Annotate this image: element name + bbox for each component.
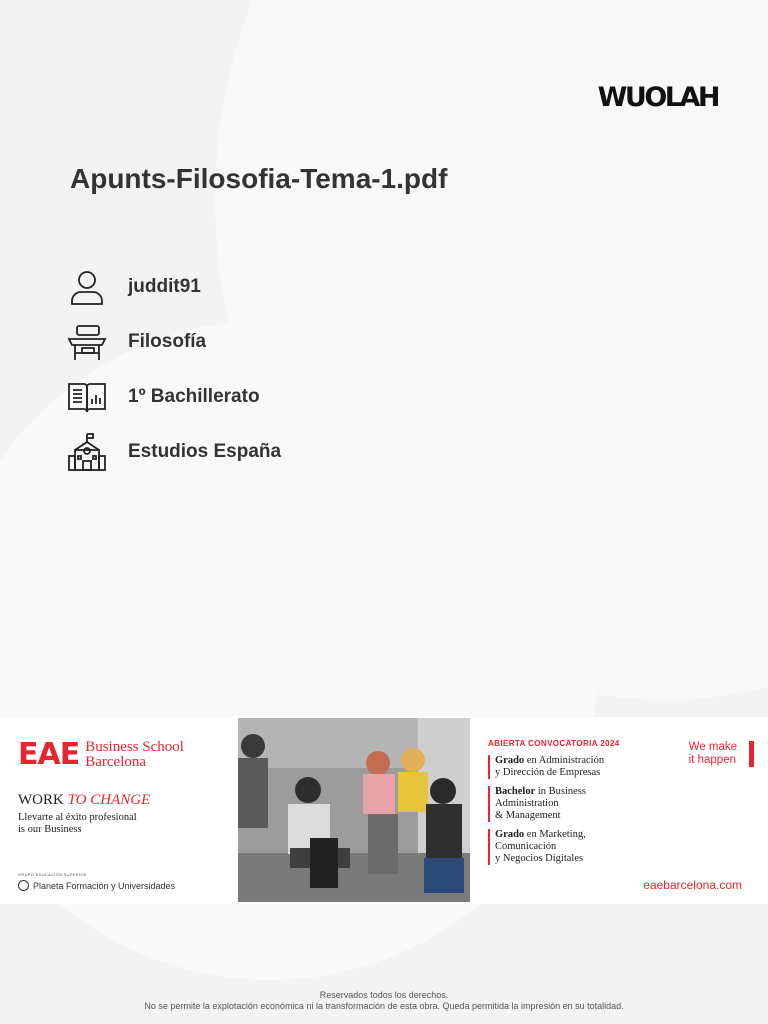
convocatoria-label: ABIERTA CONVOCATORIA 2024	[488, 739, 620, 748]
group-brand	[18, 880, 228, 891]
subject-name[interactable]: Filosofía	[128, 331, 207, 352]
work-suffix: TO CHANGE	[67, 792, 151, 808]
meta-author	[66, 267, 281, 307]
book-icon	[66, 376, 108, 418]
school-building-icon	[66, 431, 108, 473]
wuolah-logo[interactable]: WUOLAH	[597, 82, 718, 113]
school-name-line1: Business School	[85, 738, 184, 755]
group-name: Planeta Formación y Universidades	[33, 880, 176, 891]
program-name: Administration	[495, 798, 559, 809]
course-name[interactable]: 1º Bachillerato	[128, 386, 260, 407]
advertisement-banner[interactable]	[0, 717, 768, 904]
globe-icon	[18, 880, 29, 891]
program-name: & Management	[495, 810, 561, 821]
students-photo	[238, 718, 470, 902]
document-title: Apunts-Filosofia-Tema-1.pdf	[70, 163, 448, 194]
program-name: Comunicación	[495, 841, 557, 852]
meta-course	[66, 377, 281, 417]
copyright-footer	[0, 990, 768, 1012]
studies-name[interactable]: Estudios España	[128, 441, 282, 462]
program-item[interactable]	[488, 829, 650, 865]
program-name: en Administración	[524, 755, 605, 766]
program-name: y Dirección de Empresas	[495, 767, 601, 778]
meta-studies	[66, 432, 281, 472]
program-degree: Grado	[495, 829, 525, 840]
author-name[interactable]: juddit91	[128, 276, 201, 297]
user-icon	[66, 266, 108, 308]
program-item[interactable]	[488, 786, 650, 822]
footer-line1: Reservados todos los derechos.	[319, 990, 449, 1000]
program-degree: Bachelor	[495, 786, 536, 797]
eae-logo: EAE	[18, 737, 80, 772]
tagline	[18, 812, 228, 836]
work-to-change-slogan	[18, 792, 228, 809]
program-name: in Business	[535, 786, 587, 797]
eae-branding	[18, 737, 228, 891]
program-name: y Negocios Digitales	[495, 853, 584, 864]
tagline-line2: is our Business	[18, 824, 82, 835]
slogan-line2: it happen	[688, 754, 736, 766]
document-meta	[66, 267, 281, 487]
program-name: en Marketing,	[524, 829, 586, 840]
we-make-it-happen-slogan	[689, 741, 754, 767]
group-label: GRUPO EDUCACIÓN SUPERIOR	[18, 872, 87, 877]
meta-subject	[66, 322, 281, 362]
program-degree: Grado	[495, 755, 525, 766]
school-name	[85, 740, 184, 770]
footer-line2: No se permite la explotación económica ni la transformación de esta obra. Queda permitida la impresión en su totalidad.	[144, 1001, 624, 1011]
slogan-line1: We make	[688, 741, 737, 753]
tagline-line1: Llevarte al éxito profesional	[18, 812, 137, 823]
work-prefix: WORK	[18, 792, 64, 808]
website-link[interactable]: eaebarcelona.com	[643, 878, 742, 892]
desk-icon	[66, 321, 108, 363]
school-name-line2: Barcelona	[85, 753, 147, 770]
program-item[interactable]	[488, 755, 650, 779]
